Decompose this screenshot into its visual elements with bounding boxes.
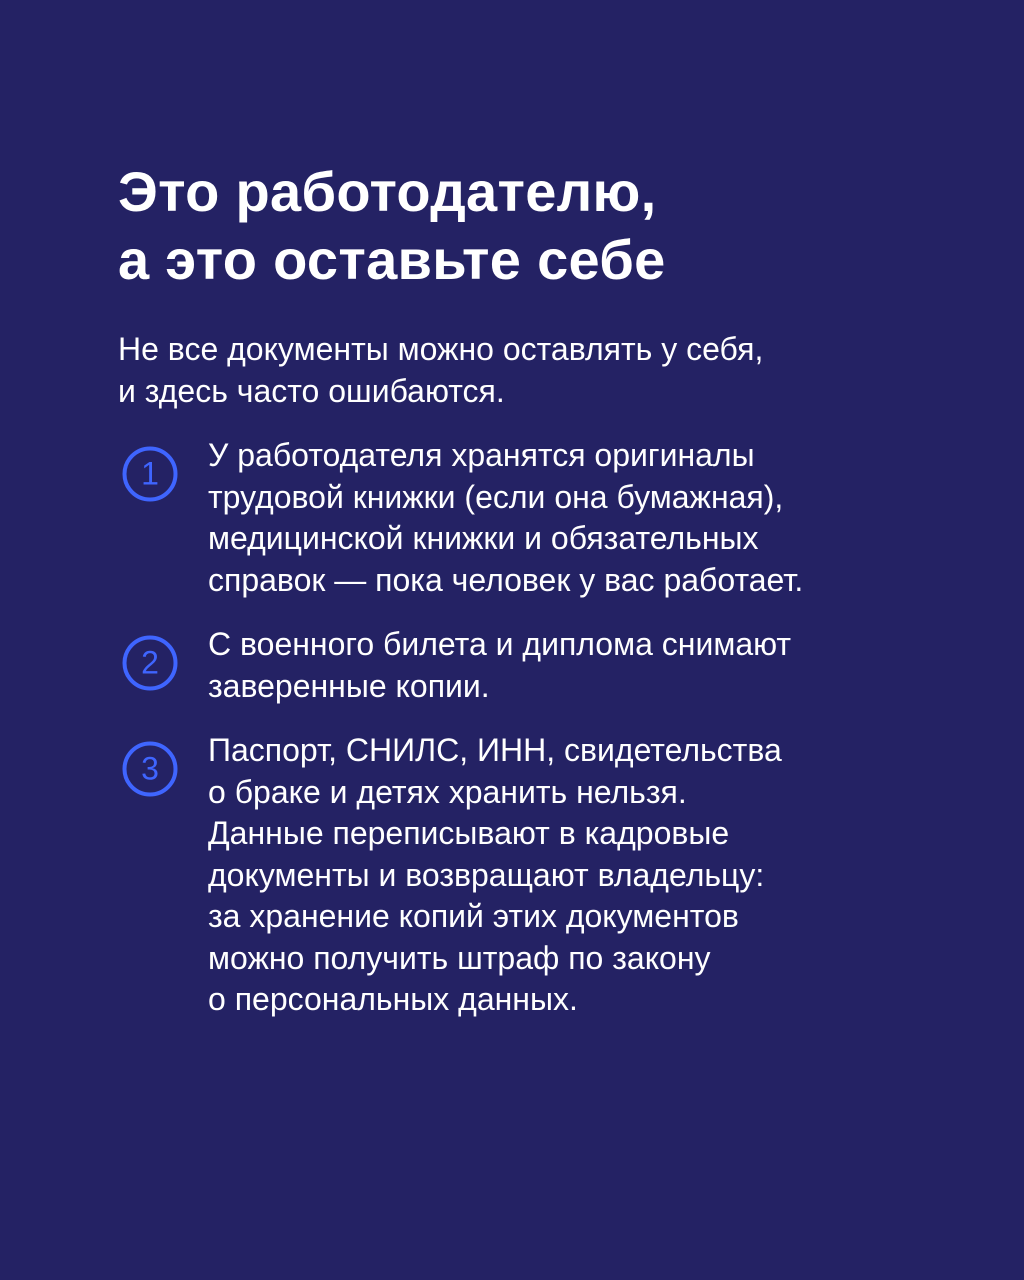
list-item-3-line-5: за хранение копий этих документов	[208, 898, 739, 934]
number-circle-1-icon	[122, 446, 178, 502]
list-item-3-line-1: Паспорт, СНИЛС, ИНН, свидетельства	[208, 732, 782, 768]
title-line-2: а это оставьте себе	[118, 228, 666, 291]
list-item-3-line-6: можно получить штраф по закону	[208, 939, 711, 976]
intro-text	[118, 328, 978, 412]
list-item-2-text	[208, 624, 928, 707]
title-line-1: Это работодателю,	[118, 160, 657, 223]
intro-line-2: и здесь часто ошибаются.	[118, 373, 505, 409]
number-circle-3-label: 3	[141, 750, 159, 787]
number-circle-3-icon	[122, 741, 178, 797]
list-item-2-line-2: заверенные копии.	[208, 667, 490, 704]
list-item-3-line-7: о персональных данных.	[208, 981, 578, 1017]
list-item-1-line-2: трудовой книжки (если она бумажная),	[208, 478, 784, 515]
number-circle-3-icon-svg	[122, 741, 178, 797]
number-circle-2-icon-svg	[122, 635, 178, 691]
list-item-1-line-4: справок — пока человек у вас работает.	[208, 561, 804, 598]
list-item-1-line-3: медицинской книжки и обязательных	[208, 520, 759, 556]
list-item-1-text	[208, 435, 928, 601]
list-item-3-line-3: Данные переписывают в кадровые	[208, 815, 730, 851]
intro-line-1: Не все документы можно оставлять у себя,	[118, 331, 764, 367]
list-item-3-line-4: документы и возвращают владельцу:	[208, 856, 765, 893]
list-item-2-line-1: С военного билета и диплома снимают	[208, 626, 792, 662]
number-circle-1-label: 1	[141, 455, 159, 492]
list-item-1-line-1: У работодателя хранятся оригиналы	[208, 437, 755, 473]
number-circle-2-label: 2	[141, 644, 159, 681]
list-item-3-line-2: о браке и детях хранить нельзя.	[208, 773, 687, 810]
list-item-3-text	[208, 730, 928, 1021]
number-circle-2-icon	[122, 635, 178, 691]
number-circle-1-icon-svg	[122, 446, 178, 502]
page-title	[118, 158, 978, 294]
